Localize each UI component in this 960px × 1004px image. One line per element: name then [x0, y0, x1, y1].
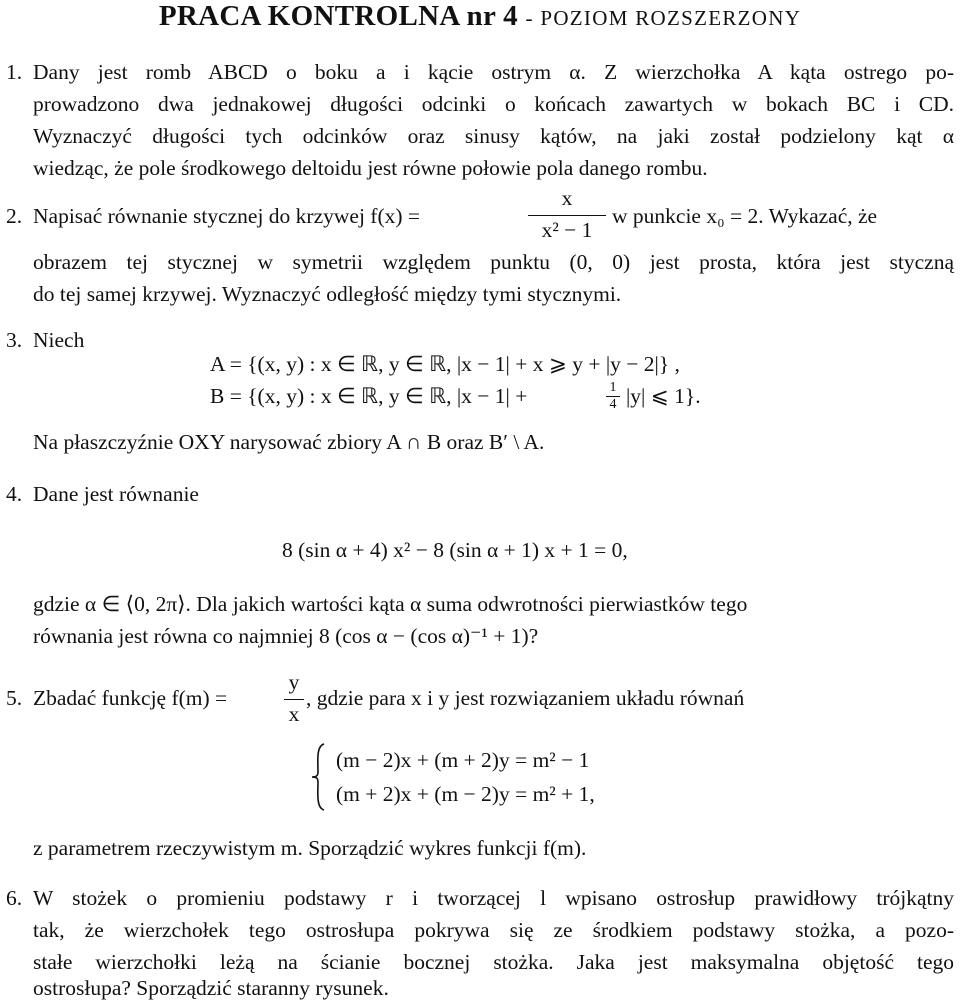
fraction-denominator: 4: [609, 397, 617, 412]
fraction: [528, 186, 606, 244]
problem-intro: Niech: [33, 328, 85, 352]
problem-text-line: w punkcie x₀ = 2. Wykazać, że: [612, 204, 878, 228]
problem-text-line: równania jest równa co najmniej 8 (cos α − (cos α)⁻¹ + 1)?: [33, 624, 539, 648]
problem-intro: Dane jest równanie: [33, 482, 199, 506]
fraction-bar: [284, 699, 304, 700]
problem-text-line: Wyznaczyć długości tych odcinków oraz sinusy kątów, na jaki został podzielony kąt α: [33, 124, 954, 148]
title-main: PRACA KONTROLNA nr 4: [158, 0, 518, 32]
fraction: [284, 670, 304, 728]
set-b-definition-end: |y| ⩽ 1}.: [626, 384, 701, 408]
problem-number: 2.: [6, 204, 23, 228]
problem-text-line: obrazem tej stycznej w symetrii względem punktu (0, 0) jest prosta, która jest styczną: [33, 250, 954, 274]
problem-text-line: prowadzono dwa jednakowej długości odcinki o końcach zawartych w bokach BC i CD.: [33, 92, 954, 116]
system-equation-1: (m − 2)x + (m + 2)y = m² − 1: [336, 748, 590, 772]
fraction: [606, 380, 620, 414]
problem-text-line: wiedząc, że pole środkowego deltoidu jest równe połowie pola danego rombu.: [33, 156, 708, 180]
problem-task: Na płaszczyźnie OXY narysować zbiory A ∩ B oraz B′ \ A.: [33, 430, 545, 454]
equation: 8 (sin α + 4) x² − 8 (sin α + 1) x + 1 = 0,: [282, 538, 628, 562]
problem-number: 3.: [6, 328, 23, 352]
problem-task: z parametrem rzeczywistym m. Sporządzić wykres funkcji f(m).: [33, 836, 587, 860]
problem-number: 4.: [6, 482, 23, 506]
page-title: [0, 0, 960, 33]
problem-text-line: W stożek o promieniu podstawy r i tworzącej l wpisano ostrosłup prawidłowy trójkątny: [33, 886, 954, 910]
system-brace: [310, 742, 328, 812]
problem-number: 6.: [6, 886, 23, 910]
problem-number: 1.: [6, 60, 23, 84]
problem-text-line: tak, że wierzchołek tego ostrosłupa pokrywa się ze środkiem podstawy stożka, a pozo-: [33, 918, 954, 942]
problem-text-line: ostrosłupa? Sporządzić staranny rysunek.: [33, 976, 389, 1000]
fraction-numerator: x: [561, 186, 573, 210]
problem-text-line: Napisać równanie stycznej do krzywej f(x) =: [33, 204, 421, 228]
fraction-numerator: y: [288, 670, 300, 694]
fraction-bar: [528, 215, 606, 216]
problem-text-line: Zbadać funkcję f(m) =: [33, 686, 228, 710]
problem-text-line: Dany jest romb ABCD o boku a i kącie ostrym α. Z wierzchołka A kąta ostrego po-: [33, 60, 954, 84]
problem-text-line: , gdzie para x i y jest rozwiązaniem układu równań: [306, 686, 745, 710]
problem-text-line: stałe wierzchołki leżą na ścianie bocznej stożka. Jaka jest maksymalna objętość tego: [33, 950, 954, 974]
problem-text-line: gdzie α ∈ ⟨0, 2π⟩. Dla jakich wartości kąta α suma odwrotności pierwiastków tego: [33, 592, 748, 616]
title-subtitle: - POZIOM ROZSZERZONY: [525, 6, 802, 30]
problem-number: 5.: [6, 686, 23, 710]
system-equation-2: (m + 2)x + (m − 2)y = m² + 1,: [336, 782, 595, 806]
fraction-denominator: x² − 1: [541, 218, 593, 242]
set-b-definition: B = {(x, y) : x ∈ ℝ, y ∈ ℝ, |x − 1| +: [210, 384, 528, 408]
problem-text-line: do tej samej krzywej. Wyznaczyć odległość między tymi stycznymi.: [33, 282, 622, 306]
fraction-numerator: 1: [609, 380, 617, 395]
fraction-denominator: x: [288, 702, 300, 726]
set-a-definition: A = {(x, y) : x ∈ ℝ, y ∈ ℝ, |x − 1| + x ⩾ y + |y − 2|} ,: [210, 352, 680, 376]
